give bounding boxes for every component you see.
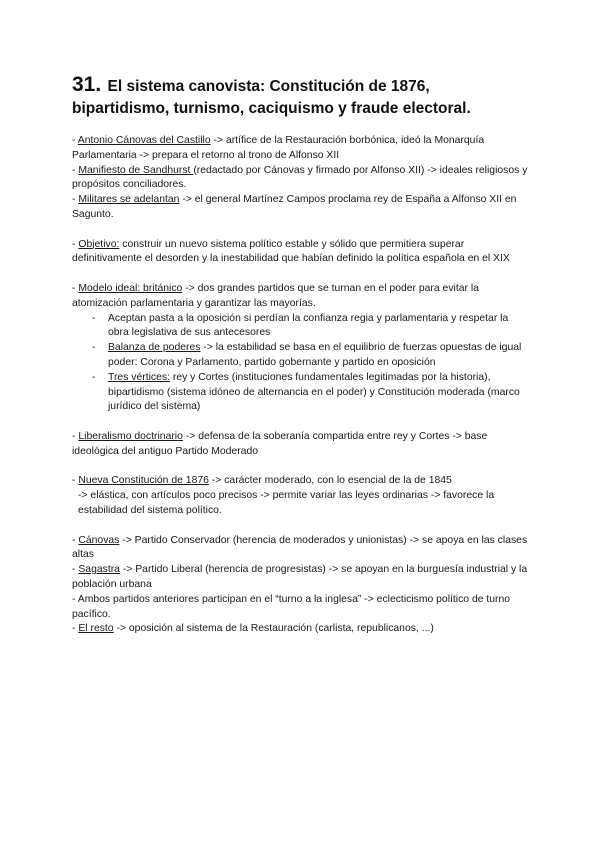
- term-sagastra: Sagastra: [78, 564, 120, 576]
- dash: -: [72, 238, 79, 250]
- text-modelo: -> dos grandes partidos que se turnan en el poder para evitar la atomización parlamentaria y garantizar las mayorías.: [72, 282, 479, 309]
- spacer: [72, 519, 528, 534]
- term-sandhurst: Manifiesto de Sandhurst: [78, 164, 194, 176]
- paragraph-liberalismo: [72, 430, 528, 460]
- text-objetivo: construir un nuevo sistema político estable y sólido que permitiera superar definitivamente el desorden y la inestabilidad que habían definido la política española en el XIX: [72, 238, 510, 265]
- title-number: 31.: [72, 73, 102, 96]
- dash: -: [72, 282, 79, 294]
- dash: -: [72, 430, 79, 442]
- paragraph-canovas-partido: [72, 534, 528, 564]
- modelo-sublist: [72, 312, 528, 416]
- text-constitucion-2: -> elástica, con artículos poco precisos -> permite variar las leyes ordinarias -> favorece la estabilidad del sistema político.: [78, 490, 495, 516]
- spacer: [72, 223, 528, 238]
- text-sagastra: -> Partido Liberal (herencia de progresistas) -> se apoyan en la burguesía industrial y la población urbana: [72, 564, 528, 590]
- text-ambos: Ambos partidos anteriores participan en el “turno a la inglesa” -> eclecticismo político de turno pacífico.: [72, 593, 511, 620]
- spacer: [72, 267, 528, 282]
- term-resto: El resto: [78, 623, 114, 635]
- dash: -: [72, 194, 79, 206]
- paragraph-constitucion: [72, 474, 528, 489]
- bullet-dash: -: [92, 312, 96, 324]
- spacer: [72, 460, 528, 475]
- dash: -: [72, 475, 79, 487]
- term-canovas-partido: Cánovas: [78, 534, 120, 546]
- paragraph-sagastra: [72, 563, 528, 593]
- text-sandhurst: (redactado por Cánovas y firmado por Alfonso XII) -> ideales religiosos y propósitos conciliadores.: [72, 164, 528, 191]
- term-canovas: Antonio Cánovas del Castillo: [77, 135, 211, 146]
- text-liberalismo: -> defensa de la soberanía compartida entre rey y Cortes -> base ideológica del antiguo Partido Moderado: [72, 430, 488, 457]
- text-militares: -> el general Martínez Campos proclama rey de España a Alfonso XII en Sagunto.: [72, 194, 517, 220]
- page-title: [72, 74, 528, 120]
- list-item-aceptan: [92, 312, 528, 342]
- text-vertices: rey y Cortes (instituciones fundamentales legitimadas por la historia), bipartidismo (sistema idóneo de alternancia en el poder) y Constitución moderada (marco jurídico del sistema): [108, 371, 520, 413]
- title-text: El sistema canovista: Constitución de 1876, bipartidismo, turnismo, caciquismo y fraude electoral.: [72, 78, 471, 117]
- term-objetivo: Objetivo:: [78, 238, 120, 250]
- dash: -: [72, 623, 79, 635]
- term-vertices: Tres vértices:: [108, 371, 170, 383]
- term-constitucion: Nueva Constitución de 1876: [78, 475, 209, 487]
- text-canovas-partido: -> Partido Conservador (herencia de moderados y unionistas) -> se apoya en las clases altas: [72, 534, 528, 561]
- paragraph-canovas: [72, 134, 528, 164]
- text-aceptan: Aceptan pasta a la oposición si perdían la confianza regia y parlamentaria y respetar la obra legislativa de sus antecesores: [108, 312, 509, 339]
- paragraph-resto: [72, 622, 528, 637]
- paragraph-sandhurst: [72, 164, 528, 194]
- list-item-balanza: [92, 341, 528, 371]
- term-balanza: Balanza de poderes: [108, 342, 201, 354]
- spacer: [72, 415, 528, 430]
- term-militares: Militares se adelantan: [78, 194, 180, 206]
- paragraph-objetivo: [72, 238, 528, 268]
- term-modelo: Modelo ideal: británico: [78, 282, 183, 294]
- paragraph-militares: [72, 193, 528, 223]
- dash: -: [72, 593, 78, 605]
- dash: -: [72, 534, 79, 546]
- paragraph-constitucion-cont: [72, 489, 528, 519]
- text-canovas: -> artífice de la Restauración borbónica, ideó la Monarquía Parlamentaria -> prepara el retorno al trono de Alfonso XII: [72, 135, 485, 161]
- term-liberalismo: Liberalismo doctrinario: [78, 430, 183, 442]
- dash: -: [72, 164, 79, 176]
- bullet-dash: -: [92, 342, 96, 354]
- paragraph-ambos: [72, 593, 528, 623]
- dash: -: [72, 135, 78, 146]
- text-constitucion: -> carácter moderado, con lo esencial de la de 1845: [208, 475, 452, 487]
- text-balanza: -> la estabilidad se basa en el equilibrio de fuerzas opuestas de igual poder: Corona y Parlamento, partido gobernante y partido en oposición: [108, 342, 522, 368]
- text-resto: -> oposición al sistema de la Restauración (carlista, republicanos, ...): [113, 623, 434, 635]
- list-item-vertices: [92, 371, 528, 415]
- dash: -: [72, 564, 79, 576]
- paragraph-modelo: [72, 282, 528, 312]
- bullet-dash: -: [92, 371, 96, 383]
